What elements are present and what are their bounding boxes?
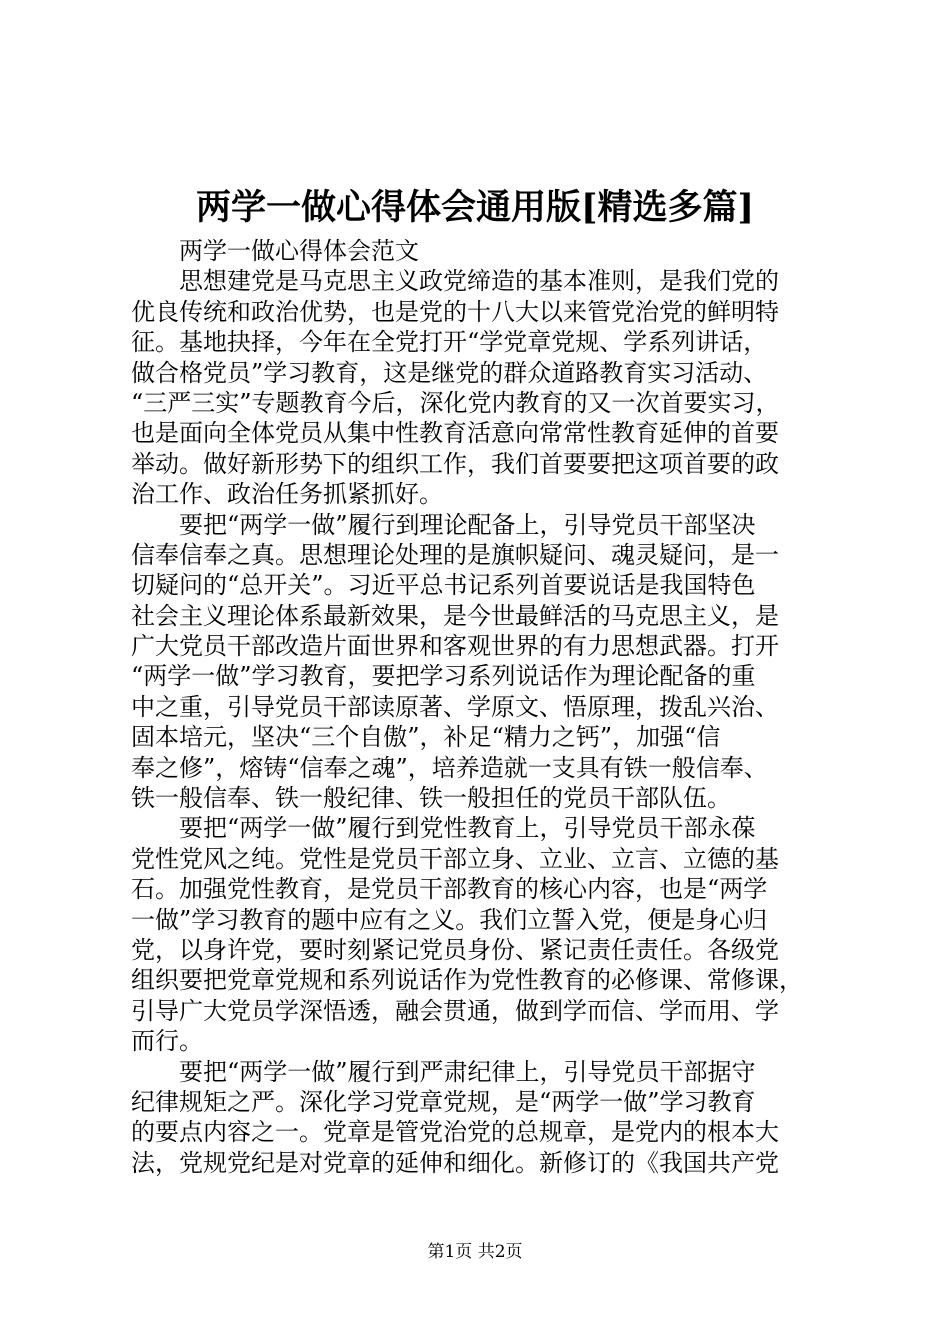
text-line: 优良传统和政治优势，也是党的十八大以来管党治党的鲜明特 xyxy=(131,297,779,326)
text-line: 治工作、政治任务抓紧抓好。 xyxy=(131,480,443,509)
text-line: 要把“两学一做”履行到严肃纪律上，引导党员干部据守 xyxy=(131,1057,756,1086)
text-line: 思想建党是马克思主义政党缔造的基本准则，是我们党的 xyxy=(131,267,779,296)
document-body xyxy=(131,236,831,1178)
text-line: 切疑问的“总开关”。习近平总书记系列首要说话是我国特色 xyxy=(131,571,756,600)
text-line: 奉之修”，熔铸“信奉之魂”，培养造就一支具有铁一般信奉、 xyxy=(131,753,768,782)
text-line: 信奉信奉之真。思想理论处理的是旗帜疑问、魂灵疑问，是一 xyxy=(131,540,779,569)
text-line: 社会主义理论体系最新效果，是今世最鲜活的马克思主义，是 xyxy=(131,601,779,630)
text-line: 法，党规党纪是对党章的延伸和细化。新修订的《我国共产党 xyxy=(131,1148,779,1177)
text-line: 要把“两学一做”履行到理论配备上，引导党员干部坚决 xyxy=(131,510,756,539)
text-line: 两学一做心得体会范文 xyxy=(131,237,419,265)
text-line: 引导广大党员学深悟透，融会贯通，做到学而信、学而用、学 xyxy=(131,996,779,1025)
text-line: 的要点内容之一。党章是管党治党的总规章，是党内的根本大 xyxy=(131,1118,779,1147)
text-line: 石。加强党性教育，是党员干部教育的核心内容，也是“两学 xyxy=(131,875,768,904)
document-title: 两学一做心得体会通用版[精选多篇] xyxy=(195,187,755,228)
text-line: 广大党员干部改造片面世界和客观世界的有力思想武器。打开 xyxy=(131,632,779,661)
text-line: 举动。做好新形势下的组织工作，我们首要要把这项首要的政 xyxy=(131,449,779,478)
text-line: 而行。 xyxy=(131,1027,203,1056)
text-line: 中之重，引导党员干部读原著、学原文、悟原理，拨乱兴治、 xyxy=(131,692,779,721)
text-line: 做合格党员”学习教育，这是继党的群众道路教育实习活动、 xyxy=(131,358,768,387)
text-line: 党，以身许党，要时刻紧记党员身份、紧记责任责任。各级党 xyxy=(131,935,779,964)
text-line: 党性党风之纯。党性是党员干部立身、立业、立言、立德的基 xyxy=(131,844,779,873)
text-line: “三严三实”专题教育今后，深化党内教育的又一次首要实习， xyxy=(131,388,780,417)
text-line: 征。基地抉择，今年在全党打开“学党章党规、学系列讲话， xyxy=(131,328,768,357)
text-line: 一做”学习教育的题中应有之义。我们立誓入党，便是身心归 xyxy=(131,905,768,934)
text-line: 也是面向全体党员从集中性教育活意向常常性教育延伸的首要 xyxy=(131,419,779,448)
text-line: 铁一般信奉、铁一般纪律、铁一般担任的党员干部队伍。 xyxy=(131,784,731,813)
text-line: 固本培元，坚决“三个自傲”，补足“精力之钙”，加强“信 xyxy=(131,723,721,752)
page-number: 第1页 共2页 xyxy=(427,1242,523,1262)
text-line: “两学一做”学习教育，要把学习系列说话作为理论配备的重 xyxy=(131,662,756,691)
text-line: 纪律规矩之严。深化学习党章党规，是“两学一做”学习教育 xyxy=(131,1087,756,1116)
text-line: 要把“两学一做”履行到党性教育上，引导党员干部永葆 xyxy=(131,814,756,843)
text-line: 组织要把党章党规和系列说话作为党性教育的必修课、常修课， xyxy=(131,966,803,995)
